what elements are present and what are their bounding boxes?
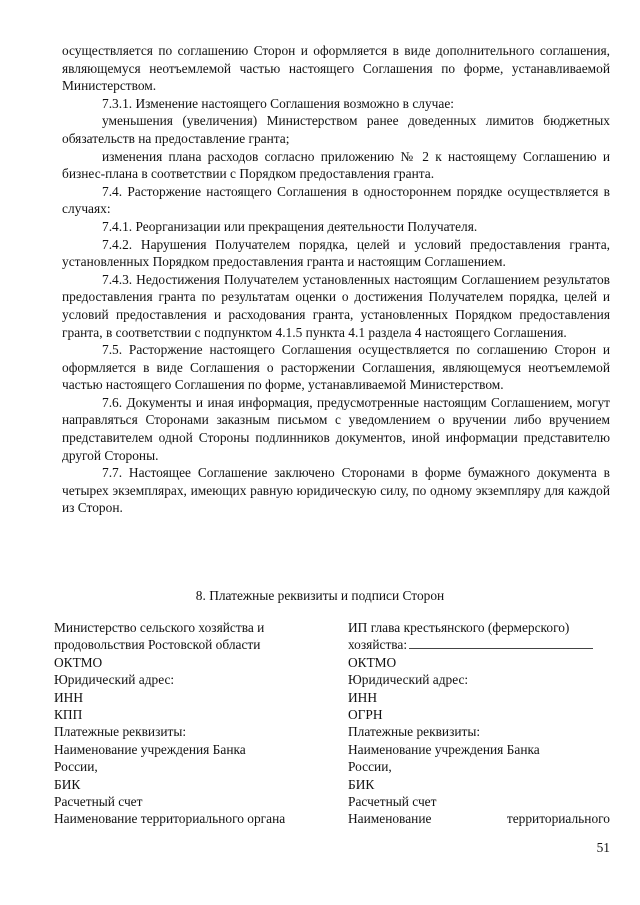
requisite-line: Наименование учреждения Банка [54,741,246,757]
requisite-line: Платежные реквизиты: [348,724,481,740]
requisite-line: Платежные реквизиты: [54,724,187,740]
paragraph: 7.4.3. Недостижения Получателем установленных настоящим Соглашением результатов предоставления гранта по результатам оценки о достижения Получателем порядка, целей и условий предоставления и расходования гранта, установленных Порядком предоставления гранта, в соответствии с подпунктом 4.1.5 пункта 4.1 раздела 4 настоящего Соглашения. [62,271,610,340]
section-title: 8. Платежные реквизиты и подписи Сторон [195,588,445,603]
recipient-requisites-column [348,619,610,828]
paragraph: 7.4.2. Нарушения Получателем порядка, целей и условий предоставления гранта, установленных Порядком предоставления гранта и настоящим Соглашением. [62,236,610,270]
paragraph: уменьшения (увеличения) Министерством ранее доведенных лимитов бюджетных обязательств на предоставление гранта; [62,113,610,146]
paragraph: 7.6. Документы и иная информация, предусмотренные настоящим Соглашением, могут направляться Сторонами заказным письмом с уведомлением о вручении либо вручением представителем одной Стороны подлинников документов, иной информации представителю другой Стороны. [62,394,610,463]
paragraph: 7.4.1. Реорганизации или прекращения деятельности Получателя. [102,218,478,234]
requisite-line: продовольствия Ростовской области [54,637,261,653]
requisite-line: Юридический адрес: [54,672,175,688]
requisite-line: Расчетный счет [348,794,437,810]
agreement-body-text [62,42,610,517]
requisite-line: БИК [348,776,375,792]
ministry-requisites-column [54,619,316,828]
recipient-last-line: Наименование территориального [348,811,610,827]
requisite-line: Юридический адрес: [348,672,469,688]
requisite-line: ОКТМО [348,654,397,670]
requisite-line: ОГРН [348,707,383,723]
requisite-line: России, [348,759,392,775]
requisite-line: ОКТМО [54,654,103,670]
page-number: 51 [596,840,610,855]
requisite-line: КПП [54,707,83,723]
signature-blank-line [409,637,593,649]
paragraph: 7.5. Расторжение настоящего Соглашения осуществляется по соглашению Сторон и оформляется в виде Соглашения о расторжении Соглашения, являющемуся неотъемлемой частью настоящего Соглашения по форме, устанавливаемой Министерством. [62,342,610,393]
paragraph: изменения плана расходов согласно приложению № 2 к настоящему Соглашению и бизнес-плана в соответствии с Порядком предоставления гранта. [62,148,610,182]
requisite-line: ИНН [348,689,378,705]
recipient-title-line1: ИП глава крестьянского (фермерского) [348,620,570,635]
recipient-title-line2: хозяйства: [348,636,610,653]
requisite-line: Наименование учреждения Банка [348,741,540,757]
requisite-line: России, [54,759,98,775]
requisite-line: Наименование территориального органа [54,811,286,827]
requisite-line: Министерство сельского хозяйства и [54,620,265,635]
paragraph: 7.3.1. Изменение настоящего Соглашения возможно в случае: [102,95,454,111]
requisite-line: ИНН [54,689,84,705]
requisite-line: БИК [54,776,81,792]
paragraph: 7.4. Расторжение настоящего Соглашения в одностороннем порядке осуществляется в случаях: [62,183,610,217]
paragraph: 7.7. Настоящее Соглашение заключено Сторонами в форме бумажного документа в четырех экземплярах, имеющих равную юридическую силу, по одному экземпляру для каждой из Сторон. [62,465,610,516]
paragraph: осуществляется по соглашению Сторон и оформляется в виде дополнительного соглашения, являющемуся неотъемлемой частью настоящего Соглашения по форме, устанавливаемой Министерством. [62,43,610,94]
requisite-line: Расчетный счет [54,794,143,810]
